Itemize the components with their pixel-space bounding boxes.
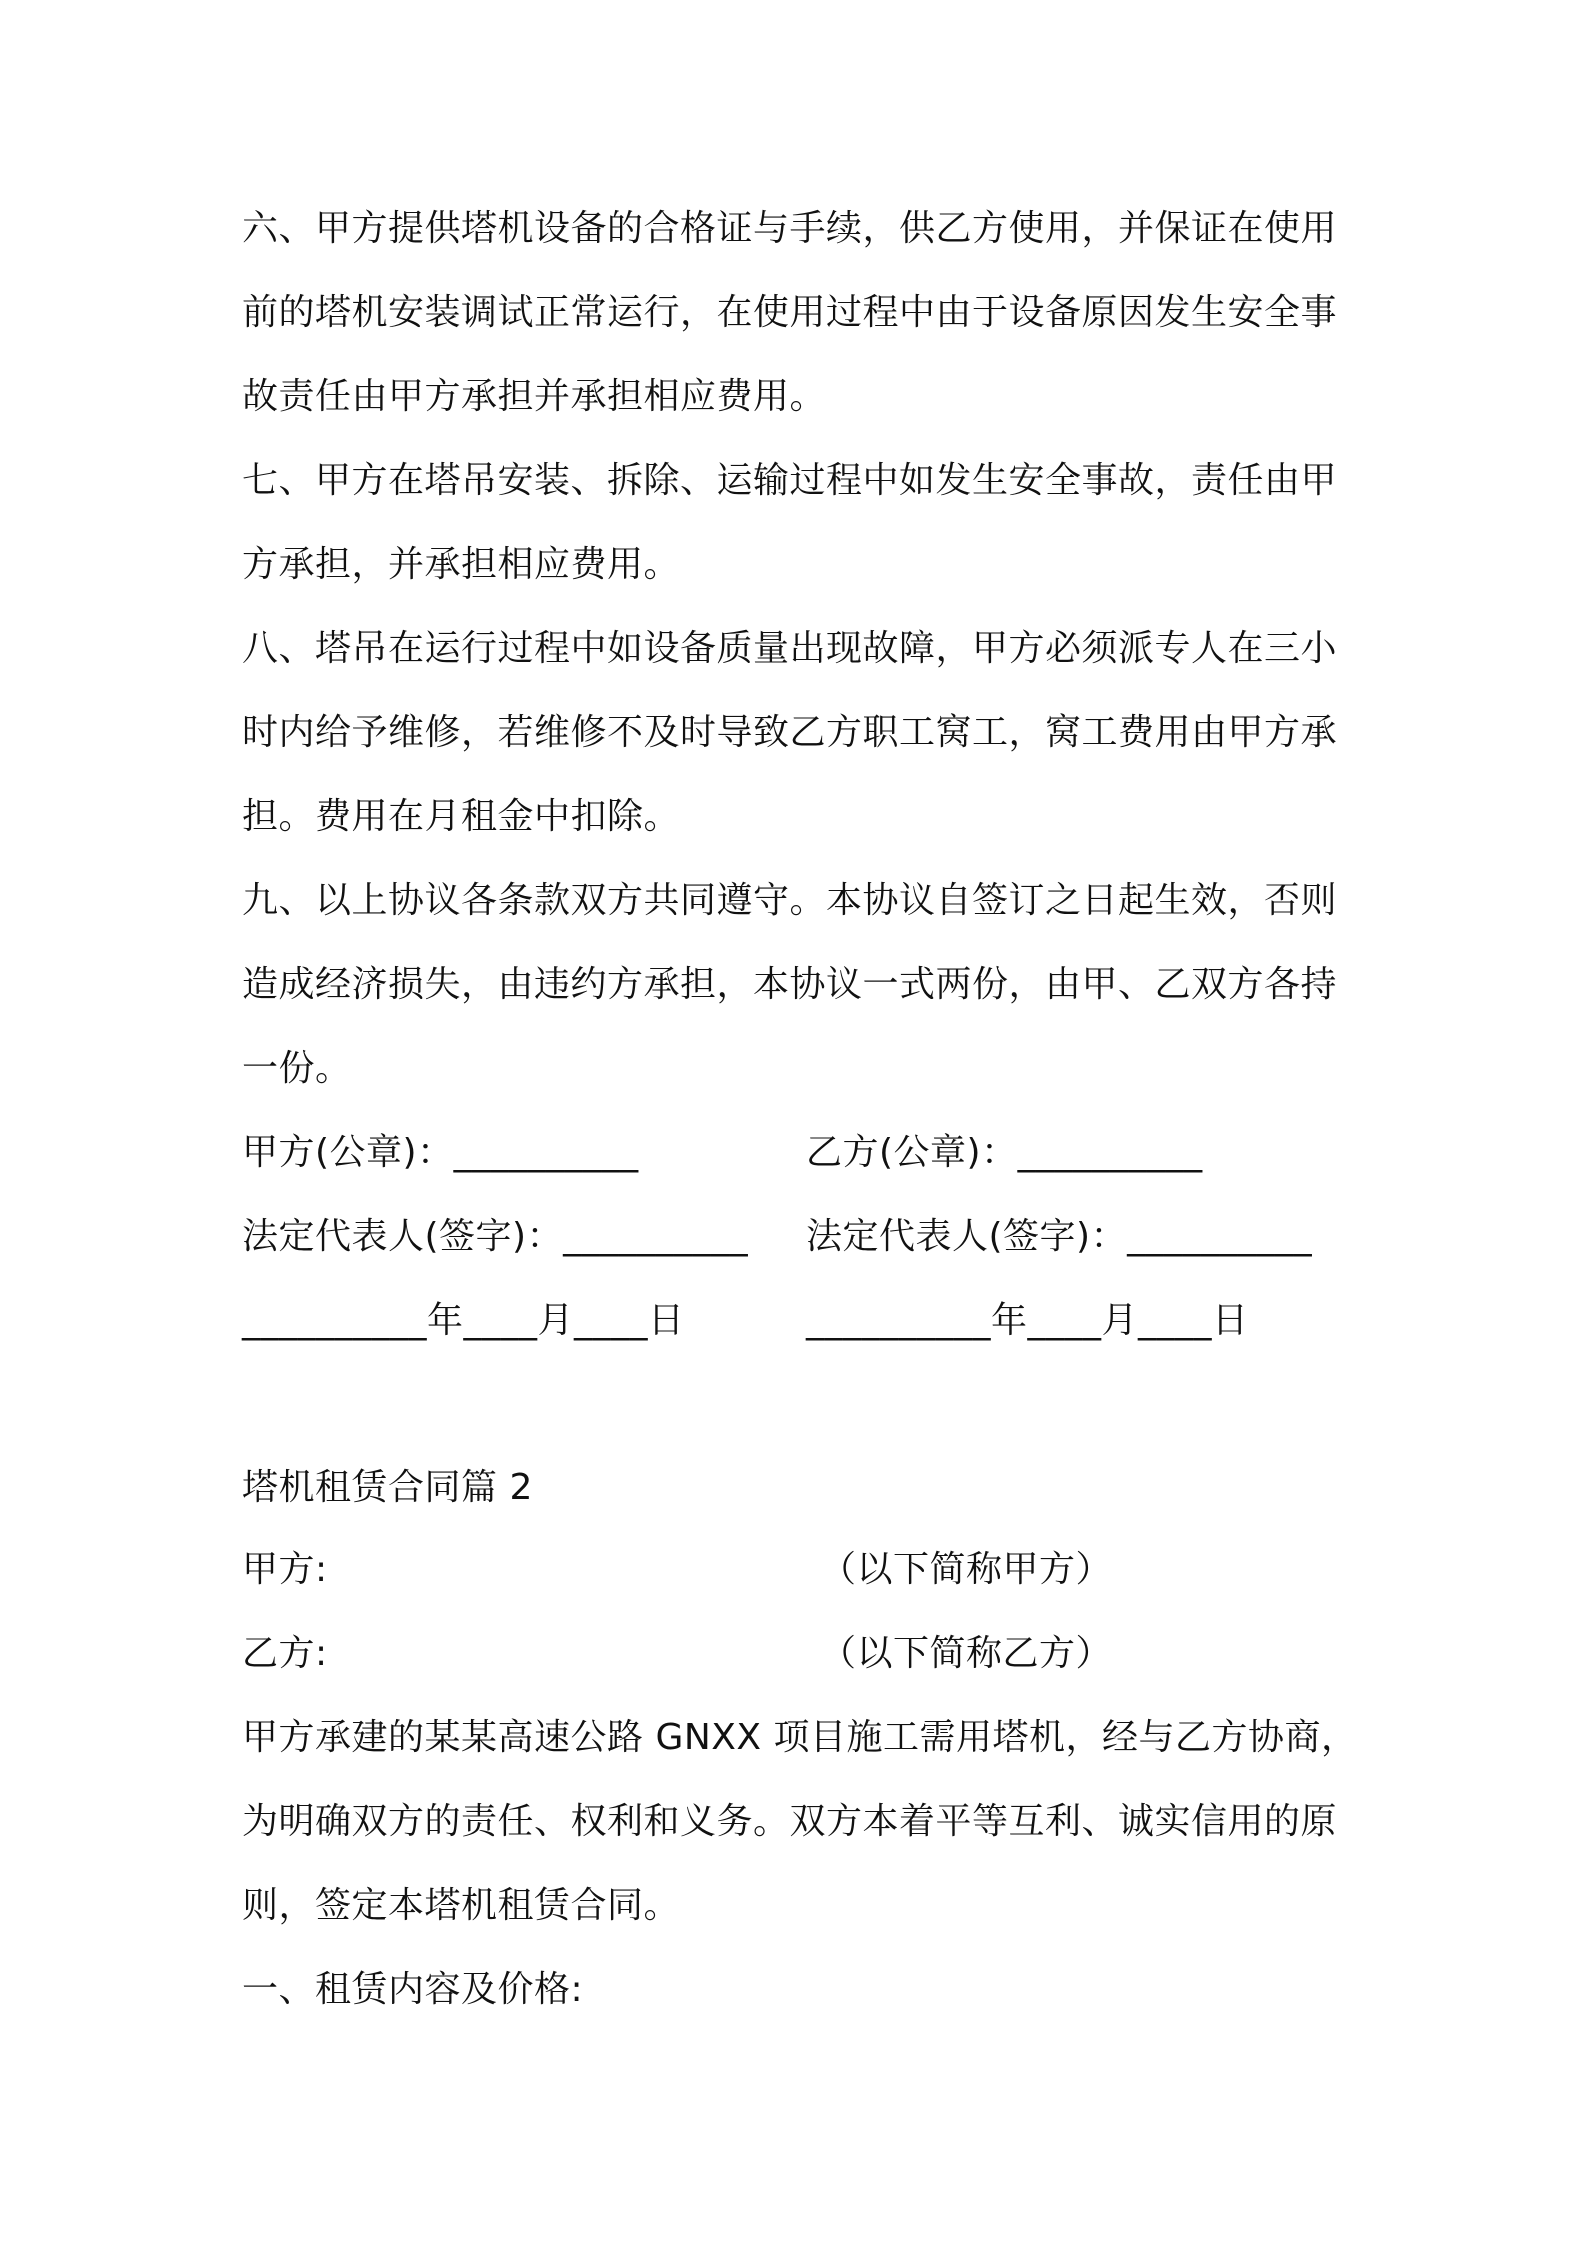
section-2-intro-line-2: 为明确双方的责任、权利和义务。双方本着平等互利、诚实信用的原 [242,1801,1338,1842]
clause-6-line-1: 六、甲方提供塔机设备的合格证与手续，供乙方使用，并保证在使用 [242,208,1338,249]
section-2-intro-line-1: 甲方承建的某某高速公路 GNXX 项目施工需用塔机，经与乙方协商， [242,1717,1358,1758]
clause-6-line-3: 故责任由甲方承担并承担相应费用。 [242,376,827,417]
clause-7-line-2: 方承担，并承担相应费用。 [242,544,681,585]
clause-8-line-1: 八、塔吊在运行过程中如设备质量出现故障，甲方必须派专人在三小 [242,628,1338,669]
clause-8-line-2: 时内给予维修，若维修不及时导致乙方职工窝工，窝工费用由甲方承 [242,712,1338,753]
party-b-rep-field: 法定代表人(签字)：__________ [806,1216,1313,1257]
clause-9-line-1: 九、以上协议各条款双方共同遵守。本协议自签订之日起生效，否则 [242,880,1338,921]
section-2-party-b-note: （以下简称乙方） [820,1633,1113,1674]
clause-6-line-2: 前的塔机安装调试正常运行，在使用过程中由于设备原因发生安全事 [242,292,1338,333]
party-a-seal-field: 甲方(公章)：__________ [242,1132,639,1173]
party-b-date-field: __________年____月____日 [806,1300,1249,1341]
party-b-seal-field: 乙方(公章)：__________ [806,1132,1203,1173]
clause-7-line-1: 七、甲方在塔吊安装、拆除、运输过程中如发生安全事故，责任由甲 [242,460,1338,501]
party-a-rep-field: 法定代表人(签字)：__________ [242,1216,749,1257]
section-2-intro-line-3: 则，签定本塔机租赁合同。 [242,1885,681,1926]
section-2-title: 塔机租赁合同篇 2 [242,1467,533,1508]
clause-8-line-3: 担。费用在月租金中扣除。 [242,796,681,837]
section-2-party-a-label: 甲方: [242,1549,328,1590]
section-2-party-b-label: 乙方: [242,1633,328,1674]
clause-9-line-2: 造成经济损失，由违约方承担，本协议一式两份，由甲、乙双方各持 [242,964,1338,1005]
section-2-heading-1: 一、租赁内容及价格: [242,1969,584,2010]
clause-9-line-3: 一份。 [242,1048,352,1089]
section-2-party-a-note: （以下简称甲方） [820,1549,1113,1590]
party-a-date-field: __________年____月____日 [242,1300,685,1341]
